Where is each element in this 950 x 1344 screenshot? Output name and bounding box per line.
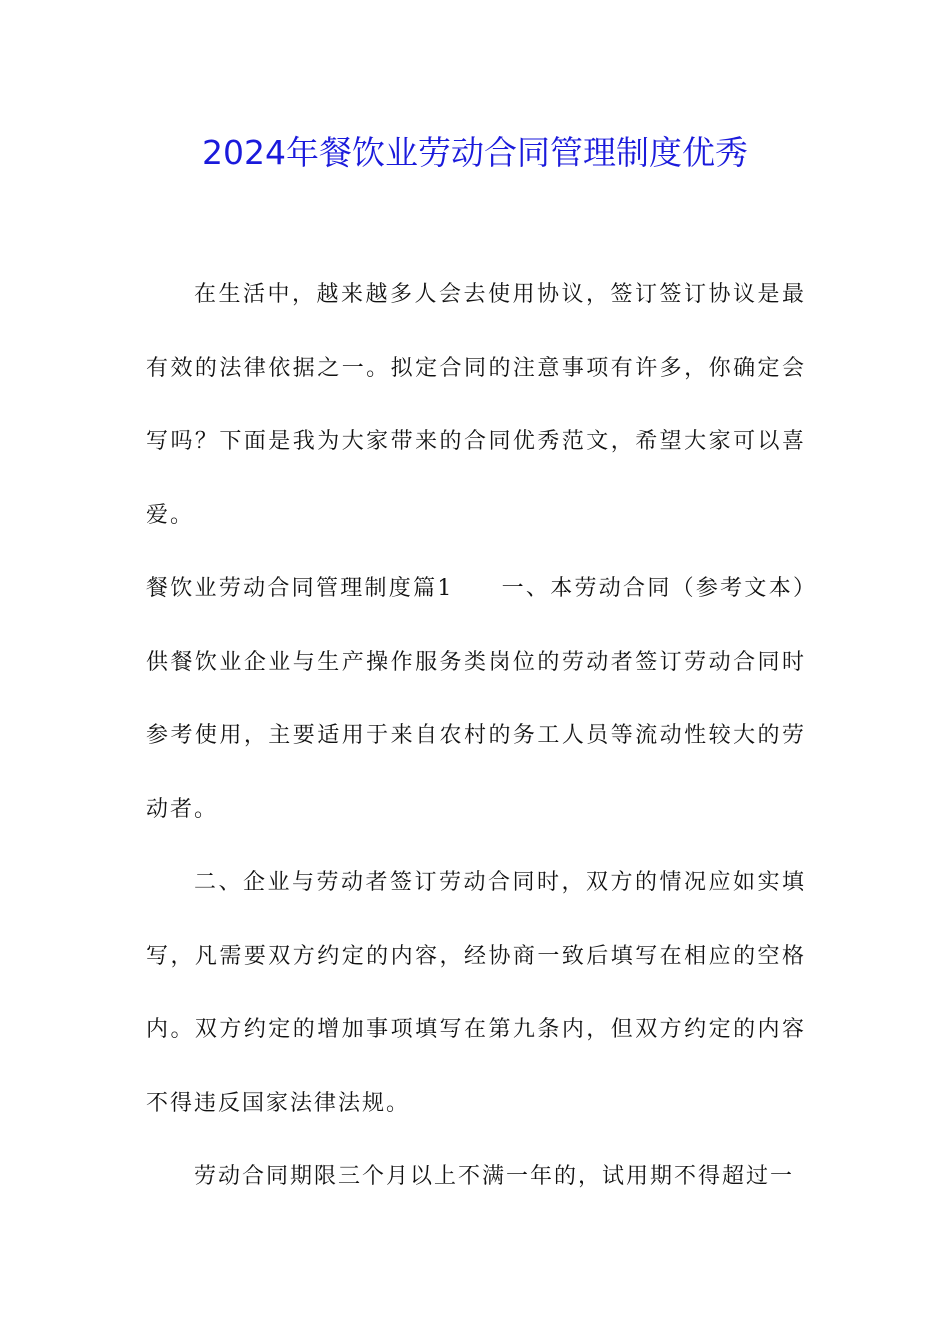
document-title: 2024年餐饮业劳动合同管理制度优秀 [202, 133, 748, 172]
item-2-paragraph: 二、企业与劳动者签订劳动合同时，双方的情况应如实填写，凡需要双方约定的内容，经协商一致后填写在相应的空格内。双方约定的增加事项填写在第九条内，但双方约定的内容不得违反国家法律法规。 [146, 870, 806, 1116]
section-heading: 餐饮业劳动合同管理制度篇1 [146, 576, 454, 601]
item-3-paragraph: 劳动合同期限三个月以上不满一年的，试用期不得超过一 [194, 1164, 795, 1189]
document-body [146, 258, 806, 1214]
intro-paragraph: 在生活中，越来越多人会去使用协议，签订签订协议是最有效的法律依据之一。拟定合同的注意事项有许多，你确定会写吗？下面是我为大家带来的合同优秀范文，希望大家可以喜爱。 [146, 282, 806, 528]
item-1-text: 一、本劳动合同（参考文本）供餐饮业企业与生产操作服务类岗位的劳动者签订劳动合同时参考使用，主要适用于来自农村的务工人员等流动性较大的劳动者。 [146, 576, 806, 822]
section-paragraph [146, 552, 806, 846]
